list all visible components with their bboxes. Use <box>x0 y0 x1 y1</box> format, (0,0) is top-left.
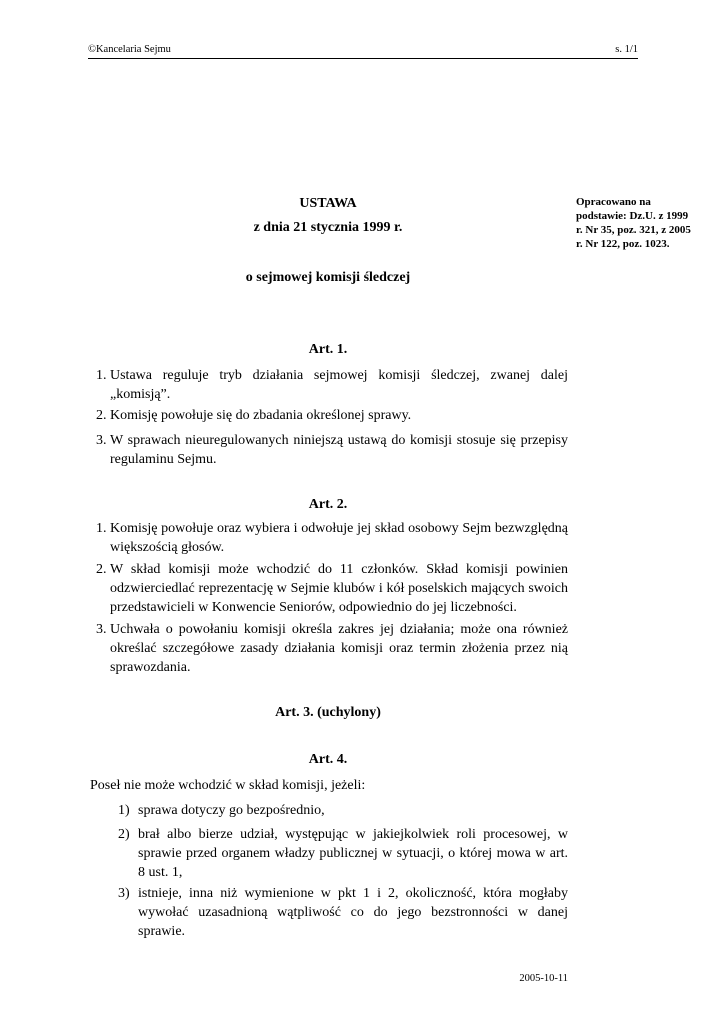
paragraph-text: W sprawach nieuregulowanych niniejszą ustawą do komisji stosuje się przepisy regulaminu Sejmu. <box>110 433 568 467</box>
act-subject: o sejmowej komisji śledczej <box>245 270 411 285</box>
paragraph-text: Komisję powołuje się do zbadania określonej sprawy. <box>110 408 412 423</box>
point-text: sprawa dotyczy go bezpośrednio, <box>138 803 325 818</box>
point-text: brał albo bierze udział, występując w jakiejkolwiek roli procesowej, w sprawie przed organem władzy publicznej w sytuacji, o której mowa w art. 8 ust. 1, <box>138 827 568 880</box>
header-publisher: ©Kancelaria Sejmu <box>88 44 171 55</box>
paragraph-number: 1. <box>96 368 107 383</box>
paragraph-number: 3. <box>96 433 107 448</box>
point-number: 3) <box>118 886 130 901</box>
paragraph-text: Komisję powołuje oraz wybiera i odwołuje jej skład osobowy Sejm bezwzględną większością głosów. <box>110 521 568 555</box>
article-2-paragraph <box>96 620 568 677</box>
point-number: 2) <box>118 827 130 842</box>
article-1-heading: Art. 1. <box>308 342 348 357</box>
footer-date: 2005-10-11 <box>519 973 568 984</box>
article-1-paragraph <box>96 406 568 425</box>
article-1-paragraph <box>96 366 568 404</box>
paragraph-number: 3. <box>96 622 107 637</box>
point-number: 1) <box>118 803 130 818</box>
paragraph-text: W skład komisji może wchodzić do 11 członków. Skład komisji powinien odzwierciedlać reprezentację w Sejmie klubów i kół poselskich mających swoich przedstawicieli w Konwencie Seniorów, odpowiednio do jej liczebności. <box>110 562 568 615</box>
article-4-point <box>118 825 568 882</box>
paragraph-number: 2. <box>96 562 107 577</box>
header-page-number: s. 1/1 <box>615 44 638 55</box>
article-4-point <box>118 801 568 820</box>
page-header <box>88 44 638 59</box>
paragraph-text: Uchwała o powołaniu komisji określa zakres jej działania; może ona również określać szczegółowe zasady działania komisji oraz termin złożenia przez nią sprawozdania. <box>110 622 568 675</box>
act-date: z dnia 21 stycznia 1999 r. <box>253 220 403 235</box>
act-type: USTAWA <box>299 196 357 211</box>
paragraph-text: Ustawa reguluje tryb działania sejmowej komisji śledczej, zwanej dalej „komisją”. <box>110 368 568 402</box>
paragraph-number: 2. <box>96 408 107 423</box>
article-4-heading: Art. 4. <box>308 752 348 767</box>
article-3-heading: Art. 3. (uchylony) <box>275 705 381 720</box>
article-1-paragraph <box>96 431 568 469</box>
article-2-heading: Art. 2. <box>308 497 348 512</box>
article-2-paragraph <box>96 519 568 557</box>
article-4-intro: Poseł nie może wchodzić w skład komisji, jeżeli: <box>90 778 366 793</box>
article-4-point <box>118 884 568 941</box>
point-text: istnieje, inna niż wymienione w pkt 1 i 2, okoliczność, która mogłaby wywołać uzasadnioną wątpliwość co do jego bezstronności w danej sprawie. <box>138 886 568 939</box>
article-2-paragraph <box>96 560 568 617</box>
source-note: Opracowano na podstawie: Dz.U. z 1999 r. Nr 35, poz. 321, z 2005 r. Nr 122, poz. 1023. <box>576 196 691 250</box>
paragraph-number: 1. <box>96 521 107 536</box>
